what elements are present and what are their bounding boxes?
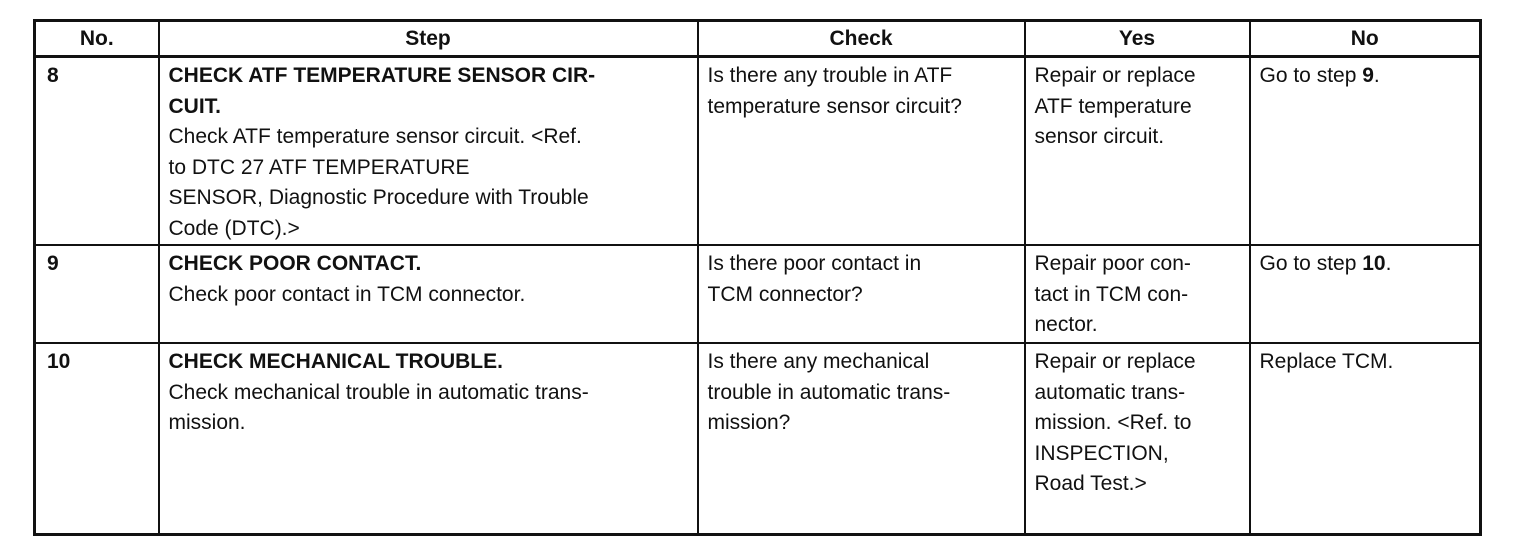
check-question: Is there any trouble in ATF temperature sensor circuit? [698,57,1025,246]
table-body [35,57,1481,535]
step-cell [159,57,698,246]
header-no-action: No [1250,21,1481,57]
check-question: Is there any mechanical trouble in automatic trans- mission? [698,343,1025,535]
table-header [35,21,1481,57]
next-step-number: 10 [1362,252,1386,275]
header-yes: Yes [1025,21,1250,57]
no-action-prefix: Go to step [1259,252,1363,275]
yes-action: Repair or replace ATF temperature sensor circuit. [1025,57,1250,246]
no-action-suffix: . [1373,64,1380,87]
yes-action: Repair or replace automatic trans- mission. <Ref. to INSPECTION, Road Test.> [1025,343,1250,535]
step-number: 10 [35,343,159,535]
table-row [35,57,1481,246]
next-step-number: 9 [1362,64,1374,87]
diagnostic-table [33,19,1482,536]
header-step: Step [159,21,698,57]
step-title: CHECK POOR CONTACT. [168,252,422,275]
step-cell [159,343,698,535]
header-check: Check [698,21,1025,57]
check-question: Is there poor contact in TCM connector? [698,245,1025,343]
step-number: 9 [35,245,159,343]
step-description: Check ATF temperature sensor circuit. <Ref. to DTC 27 ATF TEMPERATURE SENSOR, Diagnostic Procedure with Trouble Code (DTC).> [168,125,589,240]
no-action-prefix: Go to step [1259,64,1363,87]
header-row [35,21,1481,57]
step-number: 8 [35,57,159,246]
step-cell [159,245,698,343]
no-action-suffix: . [1385,252,1392,275]
step-title: CHECK MECHANICAL TROUBLE. [168,350,503,373]
no-action: Replace TCM. [1250,343,1481,535]
table-row [35,245,1481,343]
no-action [1250,57,1481,246]
header-no: No. [35,21,159,57]
table-row [35,343,1481,535]
step-description: Check poor contact in TCM connector. [168,282,526,306]
step-description: Check mechanical trouble in automatic trans- mission. [168,380,589,434]
no-action [1250,245,1481,343]
step-title: CHECK ATF TEMPERATURE SENSOR CIR- CUIT. [168,64,596,118]
yes-action: Repair poor con- tact in TCM con- nector. [1025,245,1250,343]
